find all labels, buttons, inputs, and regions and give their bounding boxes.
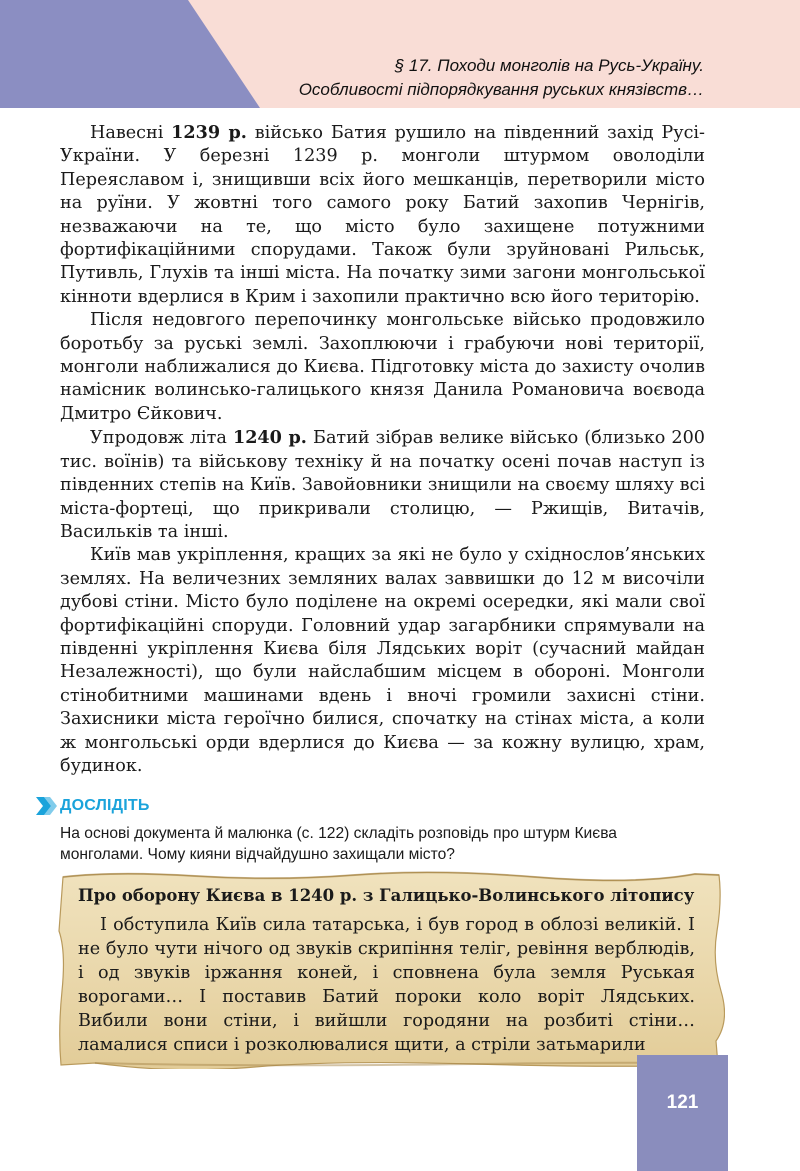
body-text (60, 121, 705, 778)
section-title-line2: Особливості підпорядкування руських князівств… (298, 80, 704, 99)
paragraph-2: Після недовгого перепочинку монгольське військо продовжило боротьбу за руські землі. Захоплюючи і грабуючи нові території, монголи наближалися до Києва. Підготовку міста до захисту очолив намісник волинсько-галицького князя Данила Романовича воєвода Дмитро Єйкович. (60, 310, 705, 424)
paragraph-3-rest: Батий зібрав велике військо (близько 200 тис. воїнів) та військову техніку й на початку осені почав наступ із південних степів на Київ. Завойовники знищили на своєму шляху всі міста-фортеці, що прикривали столицю, — Ржищів, Витачів, Васильків та інші. (60, 428, 706, 542)
page-number: 121 (666, 1092, 699, 1113)
paragraph-4: Київ мав укріплення, кращих за які не було у східнослов’янських землях. На величезних земляних валах заввишки до 12 м височіли дубові стіни. Місто було поділене на окремі осередки, які мали свої фортифікаційні споруди. Головний удар загарбники спрямували на південні укріплення Києва біля Лядських воріт (сучасний майдан Незалежності), що були найслабшим місцем в обороні. Монголи стінобитними машинами вдень і вночі громили захисні стіни. Захисники міста героїчно билися, спочатку на стінах міста, а коли ж монгольські орди вдерлися до Києва — за кожну вулицю, храм, будинок. (60, 545, 705, 776)
year-1240: 1240 р. (232, 427, 307, 449)
document-title: Про оборону Києва в 1240 р. з Галицько-Волинського літопису (78, 886, 695, 905)
paragraph-1-start: Навесні (90, 123, 172, 143)
paragraph-3 (60, 426, 705, 544)
explore-task-line2: монголами. Чому кияни відчайдушно захищали місто? (60, 846, 455, 863)
year-1239: 1239 р. (171, 122, 247, 143)
section-title-line1: § 17. Походи монголів на Русь-Україну. (394, 56, 704, 75)
document-text (78, 913, 695, 1057)
paragraph-1-rest: військо Батия рушило на південний захід Русі-України. У березні 1239 р. монголи штурмом оволоділи Переяславом і, знищивши всіх його мешканців, перетворили місто на руїни. У жовтні того самого року Батий захопив Чернігів, незважаючи на те, що місто було захищене потужними фортифікаційними спорудами. Також були зруйновані Рильськ, Путивль, Глухів та інші міста. На початку зими загони монгольської кінноти вдерлися в Крим і захопили практично всю його територію. (60, 123, 706, 307)
document-paragraph: І обступила Київ сила татарська, і був город в облозі великій. І не було чути нічого од звуків скрипіння теліг, ревіння верблюдів, і од звуків іржання коней, і сповнена була земля Руськая ворогами… І поставив Батий пороки коло воріт Лядських. Вибили вони стіни, і вийшли городяни на розбиті стіни… ламалися списи і розколювалися щити, а стріли затьмарили (78, 915, 695, 1055)
paragraph-3-start: Упродовж літа (90, 428, 233, 449)
explore-task (60, 823, 720, 865)
paragraph-1 (60, 121, 705, 309)
section-title (144, 54, 704, 102)
explore-arrow-icon (0, 795, 58, 817)
explore-task-line1: На основі документа й малюнка (с. 122) складіть розповідь про штурм Києва (60, 825, 617, 842)
explore-heading: ДОСЛІДІТЬ (60, 797, 150, 814)
